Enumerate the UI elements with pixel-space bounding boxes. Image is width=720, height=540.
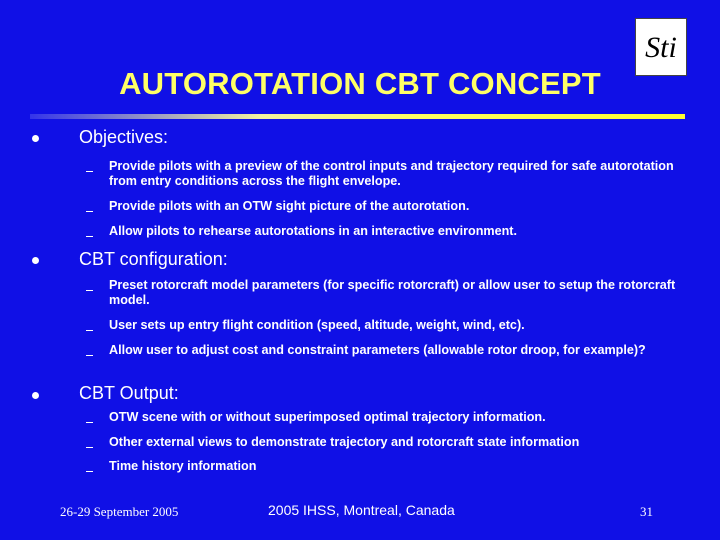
section-heading: CBT Output: [79, 383, 179, 403]
section-heading: CBT configuration: [79, 249, 228, 269]
list-item: User sets up entry flight condition (speed, altitude, weight, wind, etc). [109, 318, 525, 332]
sti-logo-icon [638, 22, 684, 72]
bullet-dot [32, 257, 39, 264]
dash-marker [86, 422, 93, 423]
footer-event: 2005 IHSS, Montreal, Canada [268, 502, 455, 518]
dash-marker [86, 447, 93, 448]
dash-marker [86, 211, 93, 212]
page-number: 31 [640, 504, 653, 519]
bullet-dot [32, 135, 39, 142]
title-underline [30, 114, 685, 119]
dash-marker [86, 471, 93, 472]
list-item: Provide pilots with an OTW sight picture of the autorotation. [109, 199, 470, 213]
list-item: Time history information [109, 459, 257, 473]
slide-title: AUTOROTATION CBT CONCEPT [119, 66, 601, 101]
dash-marker [86, 355, 93, 356]
dash-marker [86, 290, 93, 291]
list-item: Preset rotorcraft model parameters (for specific rotorcraft) or allow user to setup the rotorcraft model. [109, 278, 676, 307]
list-item: OTW scene with or without superimposed optimal trajectory information. [109, 410, 546, 424]
section-heading: Objectives: [79, 127, 169, 147]
list-item: Allow pilots to rehearse autorotations in an interactive environment. [109, 224, 517, 238]
list-item: Other external views to demonstrate trajectory and rotorcraft state information [109, 435, 580, 449]
svg-text:Sti: Sti [645, 31, 677, 64]
dash-marker [86, 171, 93, 172]
footer-date: 26-29 September 2005 [60, 504, 179, 519]
list-item: Provide pilots with a preview of the control inputs and trajectory required for safe autorotation from entry conditions across the flight envelope. [109, 159, 674, 188]
dash-marker [86, 330, 93, 331]
list-item: Allow user to adjust cost and constraint parameters (allowable rotor droop, for example)? [109, 343, 646, 357]
dash-marker [86, 236, 93, 237]
bullet-dot [32, 392, 39, 399]
